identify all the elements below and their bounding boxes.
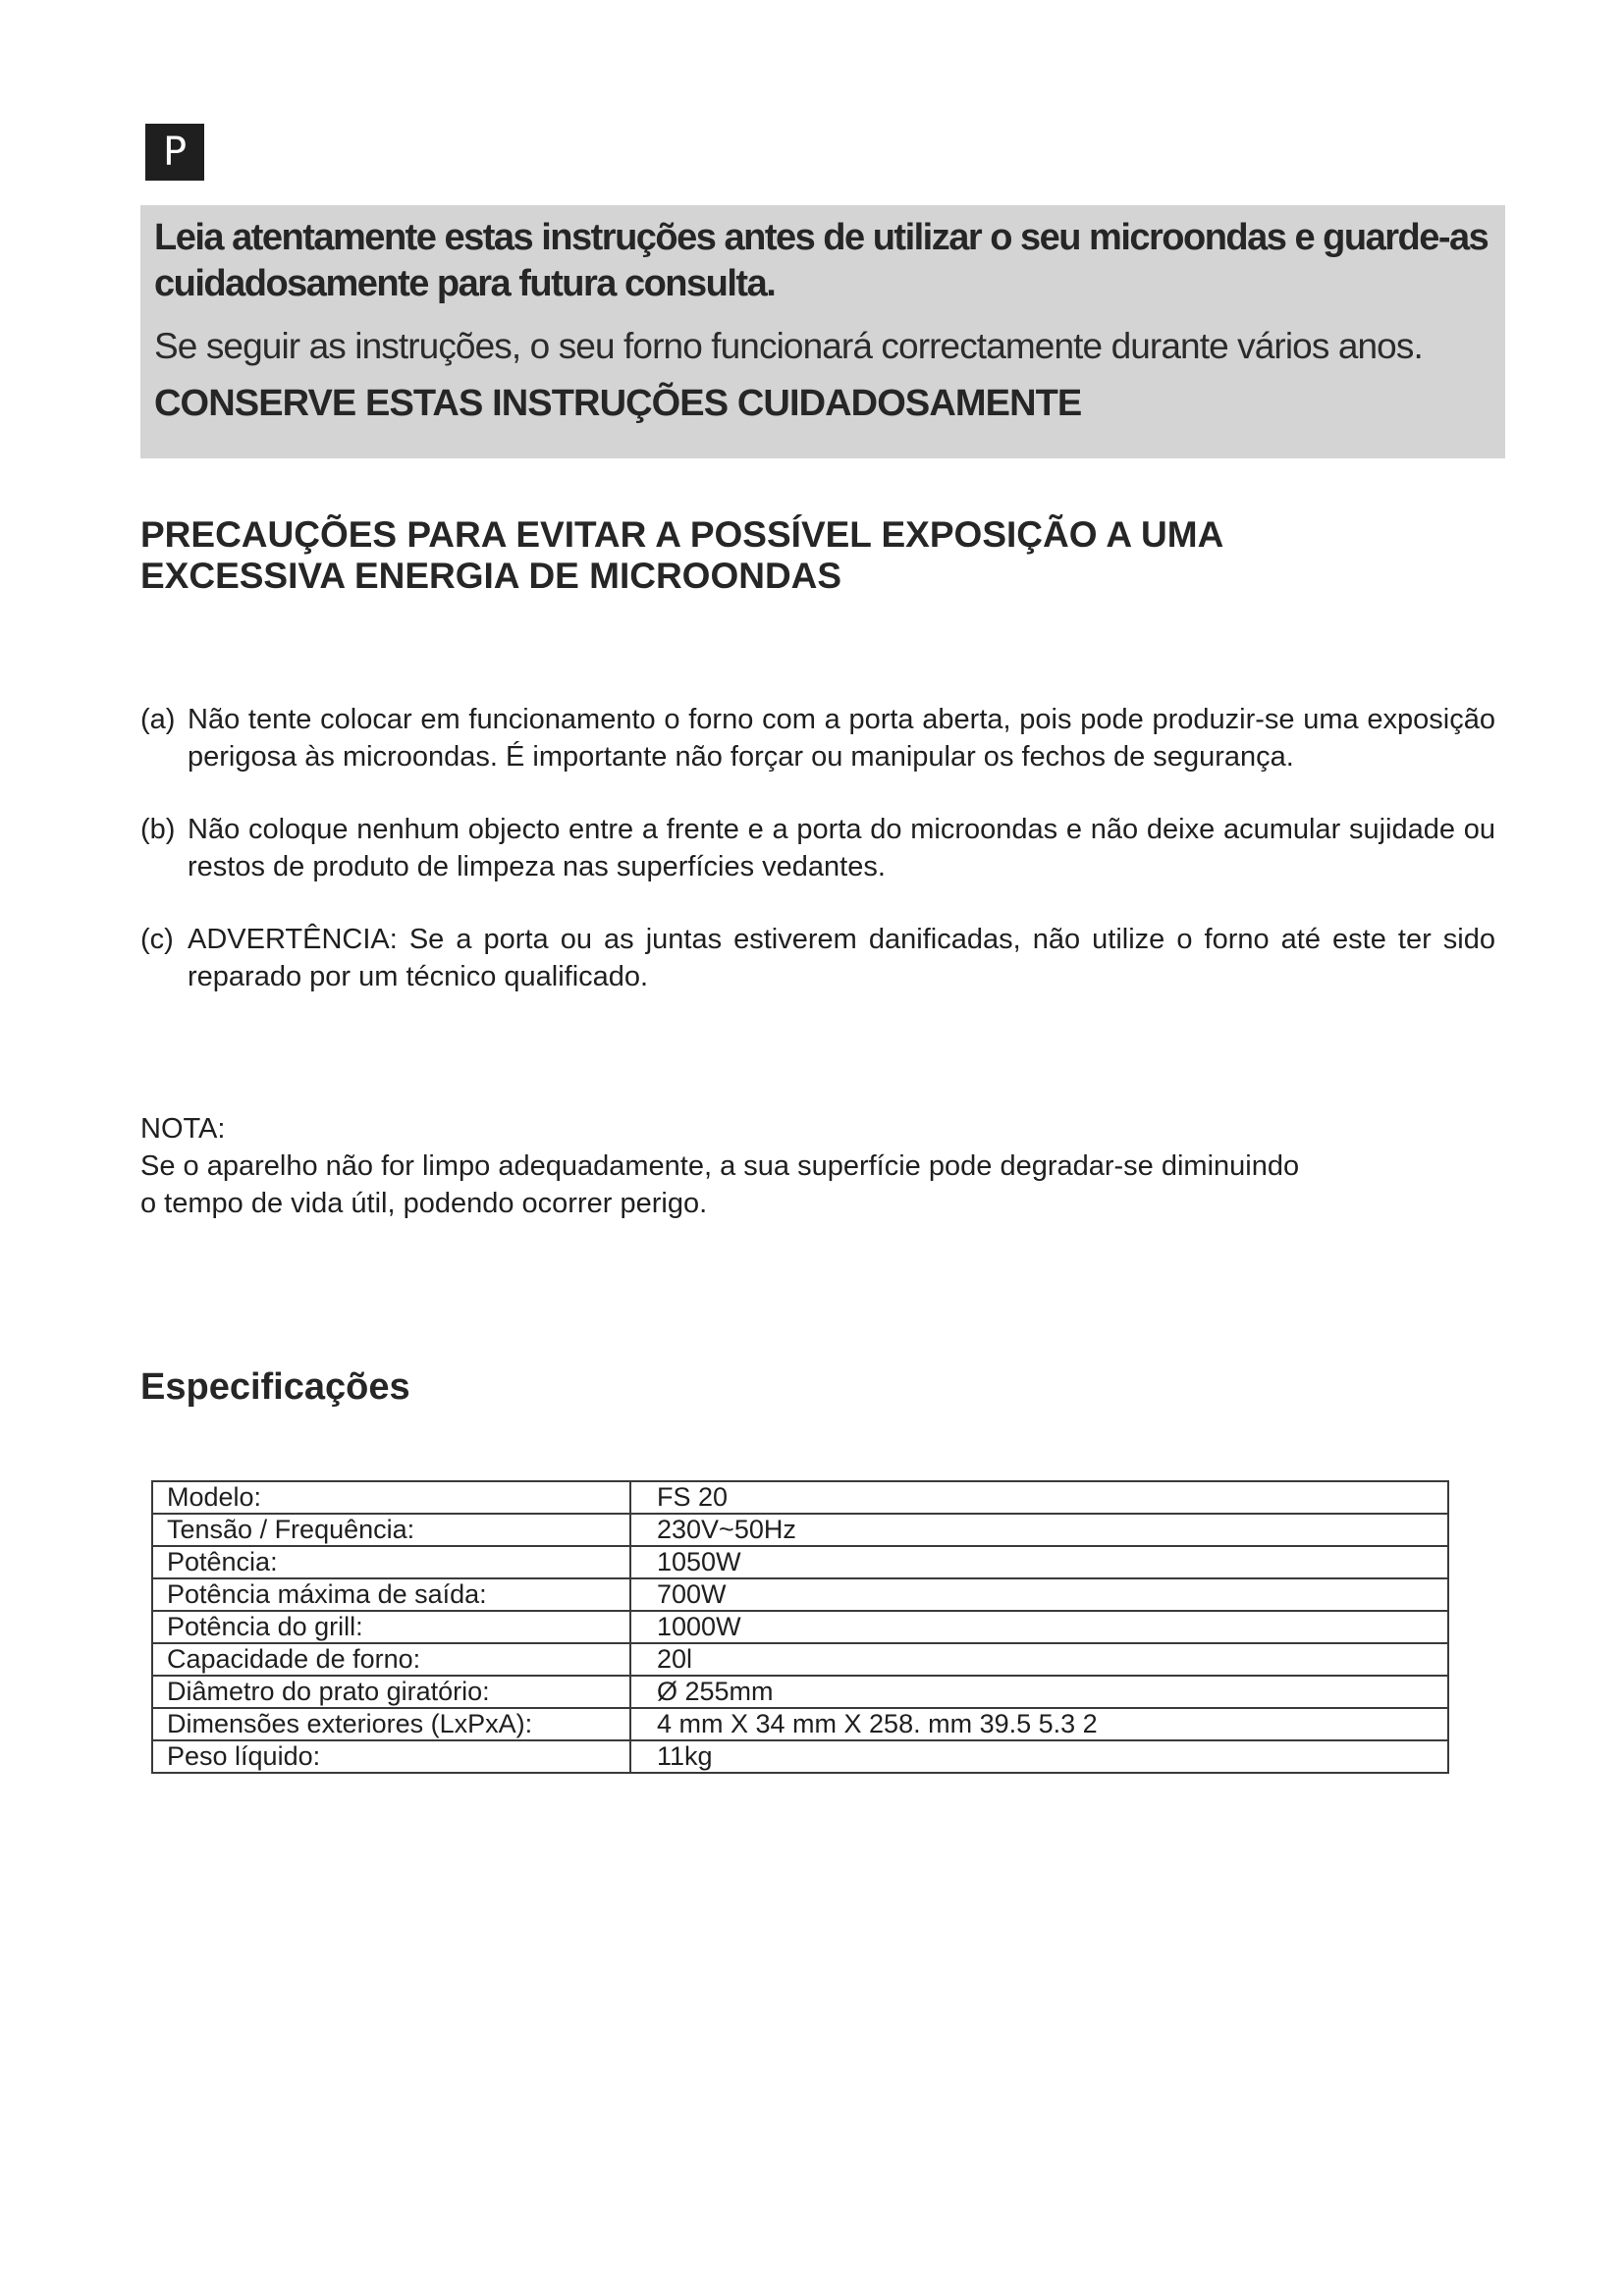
precaution-item-c xyxy=(140,921,1495,995)
intro-box xyxy=(140,205,1505,458)
language-badge: P xyxy=(145,124,204,181)
table-row xyxy=(152,1481,1448,1514)
table-row xyxy=(152,1708,1448,1740)
spec-value: Ø 255mm xyxy=(630,1676,1448,1708)
precaution-item-b xyxy=(140,811,1495,885)
precautions-title-line1: PRECAUÇÕES PARA EVITAR A POSSÍVEL EXPOSIÇÃO A UMA xyxy=(140,514,1224,555)
intro-keep-instructions: CONSERVE ESTAS INSTRUÇÕES CUIDADOSAMENTE xyxy=(154,383,1082,424)
precautions-title-line2: EXCESSIVA ENERGIA DE MICROONDAS xyxy=(140,556,842,596)
spec-value: 20l xyxy=(630,1643,1448,1676)
spec-label: Diâmetro do prato giratório: xyxy=(152,1676,630,1708)
precaution-text: Não coloque nenhum objecto entre a frente e a porta do microondas e não deixe acumular sujidade ou restos de produto de limpeza nas superfícies vedantes. xyxy=(188,814,1495,882)
precaution-text: ADVERTÊNCIA: Se a porta ou as juntas estiverem danificadas, não utilize o forno até este ter sido reparado por um técnico qualificado. xyxy=(188,924,1495,992)
spec-label: Potência do grill: xyxy=(152,1611,630,1643)
precautions-list xyxy=(140,701,1495,1031)
spec-label: Capacidade de forno: xyxy=(152,1643,630,1676)
spec-label: Potência: xyxy=(152,1546,630,1578)
spec-label: Dimensões exteriores (LxPxA): xyxy=(152,1708,630,1740)
intro-follow-instructions: Se seguir as instruções, o seu forno funcionará correctamente durante vários anos. xyxy=(154,326,1423,366)
precautions-title xyxy=(140,514,1515,597)
spec-value: FS 20 xyxy=(630,1481,1448,1514)
spec-value: 700W xyxy=(630,1578,1448,1611)
table-row xyxy=(152,1643,1448,1676)
table-row xyxy=(152,1546,1448,1578)
precaution-text: Não tente colocar em funcionamento o forno com a porta aberta, pois pode produzir-se uma exposição perigosa às microondas. É importante não forçar ou manipular os fechos de segurança. xyxy=(188,704,1495,773)
note-text-line2: o tempo de vida útil, podendo ocorrer perigo. xyxy=(140,1188,708,1219)
table-row xyxy=(152,1514,1448,1546)
note-label: NOTA: xyxy=(140,1113,226,1145)
precaution-letter: (c) xyxy=(140,924,174,955)
spec-value: 230V~50Hz xyxy=(630,1514,1448,1546)
spec-value: 4 mm X 34 mm X 258. mm 39.5 5.3 2 xyxy=(630,1708,1448,1740)
table-row xyxy=(152,1611,1448,1643)
specifications-table xyxy=(151,1480,1449,1774)
spec-value: 11kg xyxy=(630,1740,1448,1773)
spec-label: Modelo: xyxy=(152,1481,630,1514)
table-row xyxy=(152,1578,1448,1611)
precaution-item-a xyxy=(140,701,1495,775)
specifications-title: Especificações xyxy=(140,1366,410,1408)
spec-label: Peso líquido: xyxy=(152,1740,630,1773)
spec-label: Tensão / Frequência: xyxy=(152,1514,630,1546)
precaution-letter: (b) xyxy=(140,814,176,845)
spec-value: 1000W xyxy=(630,1611,1448,1643)
table-row xyxy=(152,1740,1448,1773)
intro-read-carefully: Leia atentamente estas instruções antes de utilizar o seu microondas e guarde-as cuidadosamente para futura consulta. xyxy=(154,217,1489,304)
note-text-line1: Se o aparelho não for limpo adequadamente, a sua superfície pode degradar-se diminuindo xyxy=(140,1150,1300,1182)
note-block xyxy=(140,1110,1466,1222)
precaution-letter: (a) xyxy=(140,704,176,735)
spec-label: Potência máxima de saída: xyxy=(152,1578,630,1611)
table-row xyxy=(152,1676,1448,1708)
spec-value: 1050W xyxy=(630,1546,1448,1578)
